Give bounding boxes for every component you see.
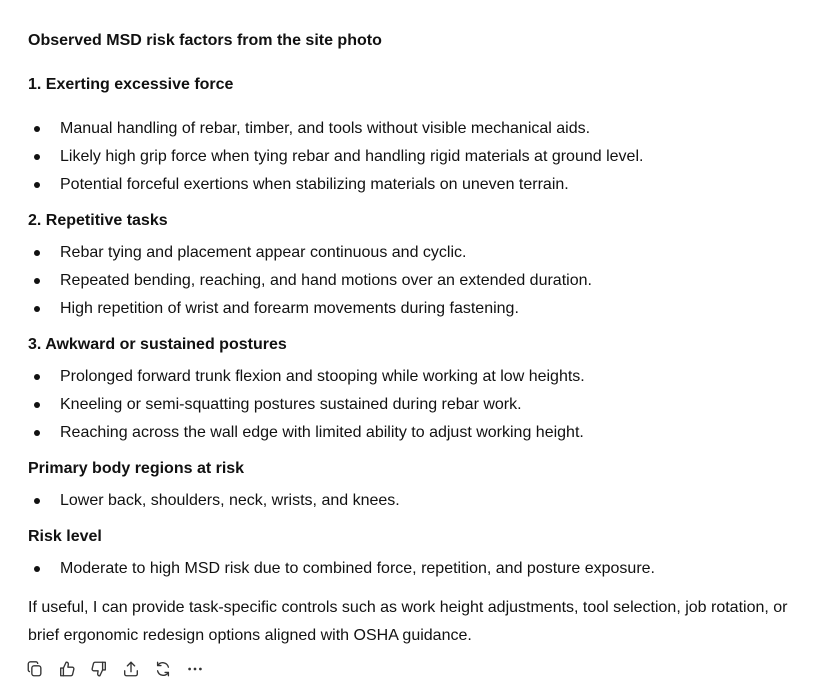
bullet-icon (34, 182, 40, 188)
bullet-icon (34, 278, 40, 284)
message-title: Observed MSD risk factors from the site photo (28, 32, 382, 49)
copy-icon (26, 660, 44, 678)
bullet-icon (34, 250, 40, 256)
list-item-text: Moderate to high MSD risk due to combined force, repetition, and posture exposure. (60, 560, 655, 577)
section-heading-force: 1. Exerting excessive force (28, 76, 234, 93)
thumbs-up-button[interactable] (58, 660, 76, 678)
list-item-text: Potential forceful exertions when stabilizing materials on uneven terrain. (60, 176, 569, 193)
bullet-icon (34, 498, 40, 504)
section-heading-repetitive: 2. Repetitive tasks (28, 212, 168, 229)
thumbs-up-icon (58, 660, 76, 678)
bullet-icon (34, 126, 40, 132)
share-icon (122, 660, 140, 678)
section-heading-risk-level: Risk level (28, 528, 102, 545)
list-item-text: High repetition of wrist and forearm movements during fastening. (60, 300, 519, 317)
bullet-icon (34, 402, 40, 408)
bullet-icon (34, 430, 40, 436)
share-button[interactable] (122, 660, 140, 678)
regenerate-button[interactable] (154, 660, 172, 678)
bullet-icon (34, 154, 40, 160)
bullet-icon (34, 566, 40, 572)
thumbs-down-icon (90, 660, 108, 678)
closing-paragraph: If useful, I can provide task-specific controls such as work height adjustments, tool selection, job rotation, or brief ergonomic redesign options aligned with OSHA guidance. (28, 599, 788, 644)
more-icon (186, 660, 204, 678)
list-item-text: Manual handling of rebar, timber, and tools without visible mechanical aids. (60, 120, 591, 137)
list-item-text: Repeated bending, reaching, and hand motions over an extended duration. (60, 272, 592, 289)
bullet-icon (34, 306, 40, 312)
message-action-bar (26, 660, 204, 678)
more-options-button[interactable] (186, 660, 204, 678)
thumbs-down-button[interactable] (90, 660, 108, 678)
copy-button[interactable] (26, 660, 44, 678)
section-heading-postures: 3. Awkward or sustained postures (28, 336, 287, 353)
list-item-text: Prolonged forward trunk flexion and stooping while working at low heights. (60, 368, 585, 385)
list-item-text: Rebar tying and placement appear continuous and cyclic. (60, 244, 467, 261)
regenerate-icon (154, 660, 172, 678)
list-item-text: Reaching across the wall edge with limited ability to adjust working height. (60, 424, 584, 441)
section-heading-body-regions: Primary body regions at risk (28, 460, 245, 477)
list-item-text: Kneeling or semi-squatting postures sustained during rebar work. (60, 396, 522, 413)
bullet-icon (34, 374, 40, 380)
list-item-text: Likely high grip force when tying rebar and handling rigid materials at ground level. (60, 148, 644, 165)
list-item-text: Lower back, shoulders, neck, wrists, and knees. (60, 492, 400, 509)
